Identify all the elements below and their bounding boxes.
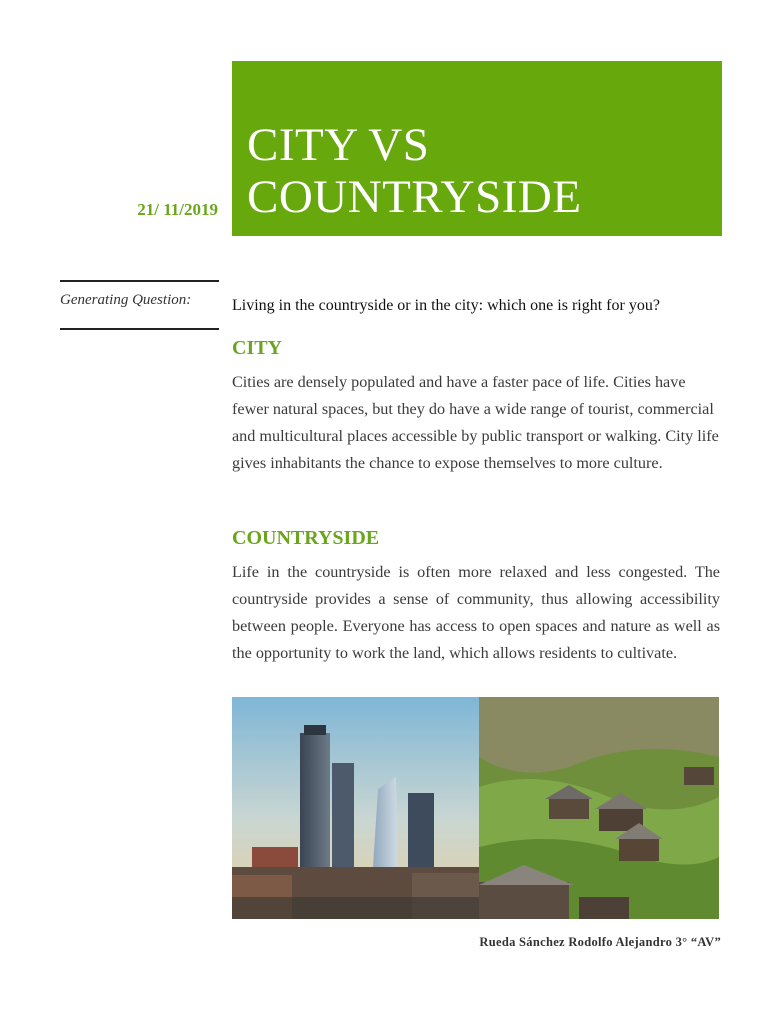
- city-skyline-photo: [232, 697, 479, 919]
- city-heading: CITY: [232, 337, 283, 359]
- author-signature: Rueda Sánchez Rodolfo Alejandro 3° “AV”: [479, 935, 721, 949]
- divider-bottom: [60, 328, 219, 330]
- title-line-1: CITY VS: [247, 119, 430, 171]
- countryside-paragraph: Life in the countryside is often more relaxed and less congested. The countryside provides a sense of community, thus allowing accessibility between people. Everyone has access to open spaces and nature as well as the opportunity to work the land, which allows residents to cultivate.: [232, 563, 720, 662]
- mountain-village-photo: [479, 697, 719, 919]
- countryside-heading: COUNTRYSIDE: [232, 527, 380, 549]
- city-paragraph: Cities are densely populated and have a faster pace of life. Cities have fewer natural spaces, but they do have a wide range of tourist, commercial and multicultural places accessible by public transport or walking. City life gives inhabitants the chance to expose themselves to more culture.: [232, 373, 719, 472]
- generating-question-text: Living in the countryside or in the city: which one is right for you?: [232, 297, 660, 314]
- divider-top: [60, 280, 219, 282]
- document-date: 21/ 11/2019: [137, 200, 218, 219]
- title-banner: [232, 61, 722, 236]
- title-line-2: COUNTRYSIDE: [247, 171, 582, 223]
- generating-question-label: Generating Question:: [60, 292, 192, 308]
